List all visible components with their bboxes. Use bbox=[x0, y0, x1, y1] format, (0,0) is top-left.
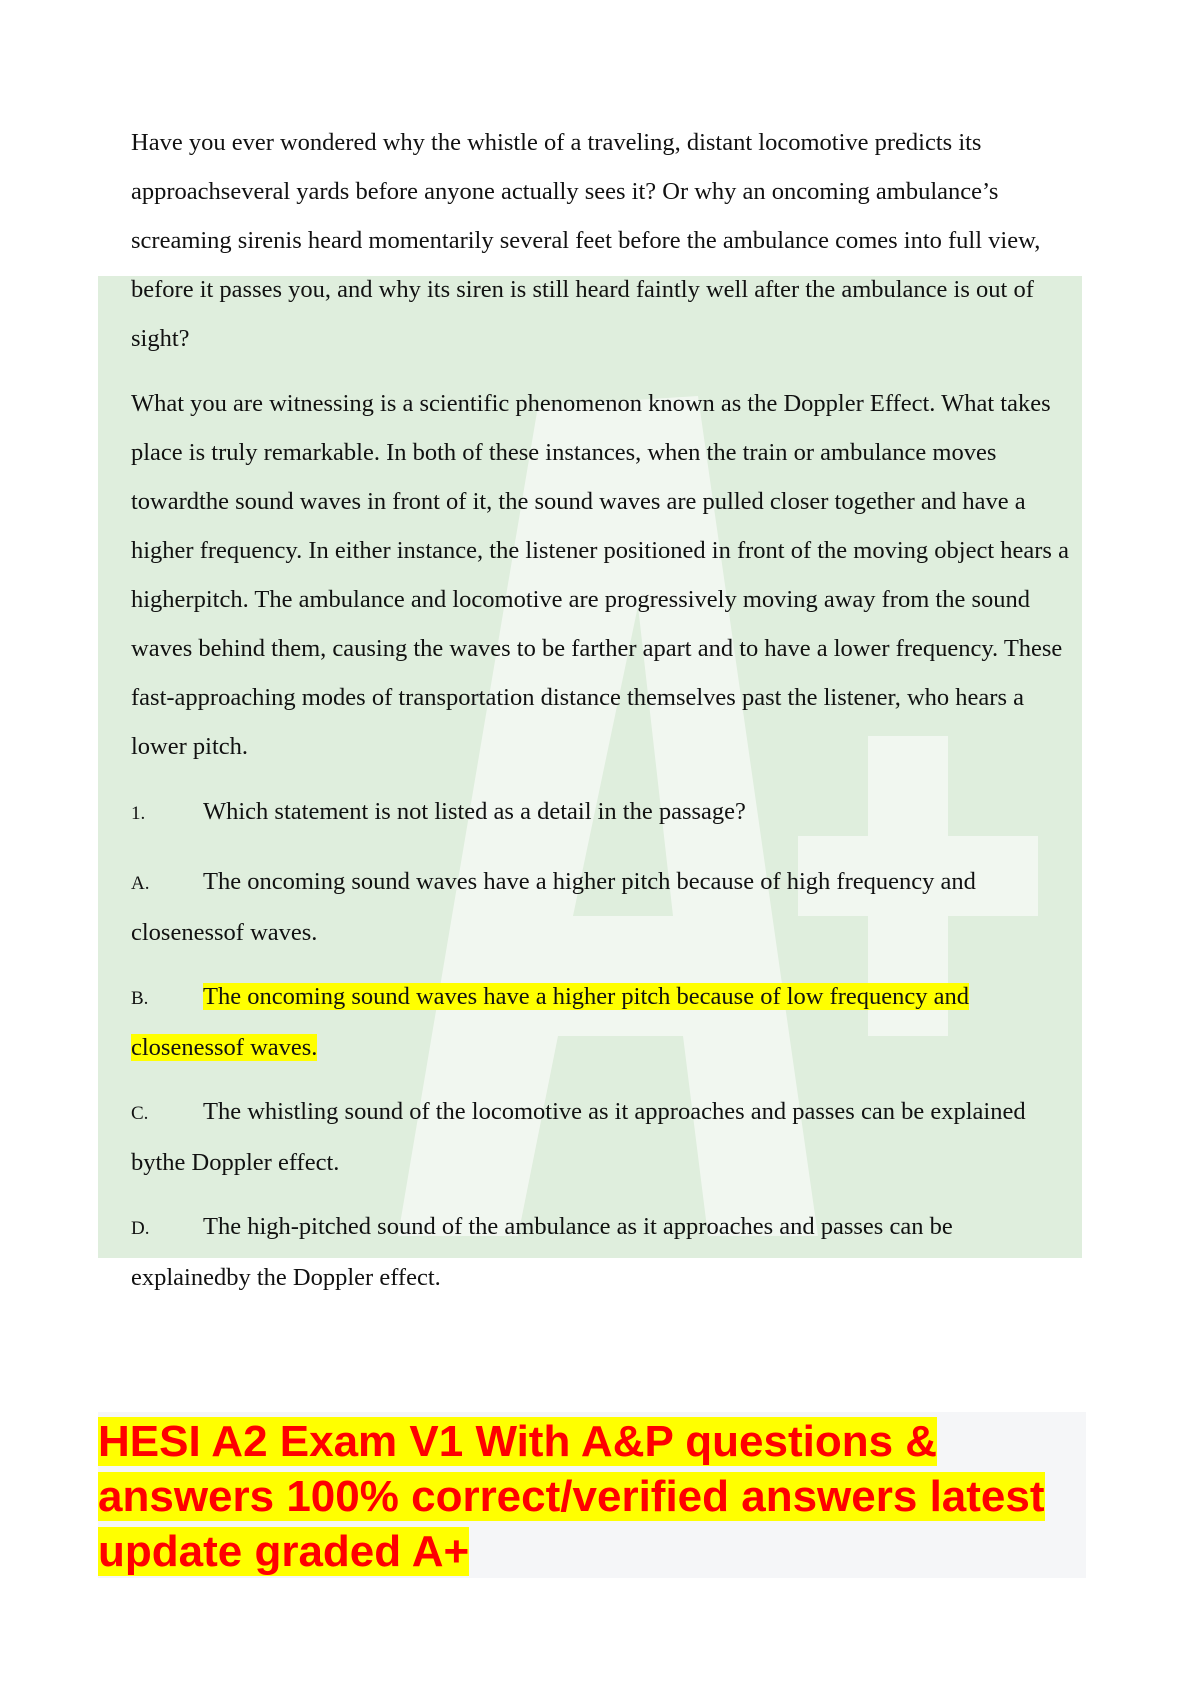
option-a[interactable] bbox=[131, 857, 1071, 957]
passage-paragraph-2: What you are witnessing is a scientific phenomenon known as the Doppler Effect. What takes place is truly remarkable. In both of these instances, when the train or ambulance moves towardthe sound waves in front of it, the sound waves are pulled closer together and have a higher frequency. In either instance, the listener positioned in front of the moving object hears a higherpitch. The ambulance and locomotive are progressively moving away from the sound waves behind them, causing the waves to be farther apart and to have a lower frequency. These fast-approaching modes of transportation distance themselves past the listener, who hears a lower pitch. bbox=[131, 390, 1069, 760]
document-body bbox=[131, 118, 1071, 1317]
option-d[interactable] bbox=[131, 1202, 1071, 1302]
option-text: The oncoming sound waves have a higher pitch because of high frequency and closenessof waves. bbox=[131, 868, 976, 946]
banner-title-text: HESI A2 Exam V1 With A&P questions & answers 100% correct/verified answers latest update graded A+ bbox=[98, 1417, 1045, 1576]
document-banner-title bbox=[98, 1414, 1090, 1579]
question-line bbox=[131, 787, 1071, 838]
passage-paragraph-1: Have you ever wondered why the whistle of a traveling, distant locomotive predicts its approachseveral yards before anyone actually sees it? Or why an oncoming ambulance’s screaming sirenis heard momentarily several feet before the ambulance comes into full view, before it passes you, and why its siren is still heard faintly well after the ambulance is out of sight? bbox=[131, 129, 1041, 352]
option-letter: D. bbox=[131, 1218, 150, 1239]
option-text-highlighted: The oncoming sound waves have a higher pitch because of low frequency and closenessof waves. bbox=[131, 983, 970, 1061]
option-letter: B. bbox=[131, 988, 149, 1009]
option-b-highlighted[interactable] bbox=[131, 972, 1071, 1072]
option-text: The high-pitched sound of the ambulance as it approaches and passes can be explainedby the Doppler effect. bbox=[131, 1213, 953, 1291]
question-number: 1. bbox=[131, 803, 146, 824]
option-c[interactable] bbox=[131, 1087, 1071, 1187]
option-letter: C. bbox=[131, 1103, 149, 1124]
option-letter: A. bbox=[131, 873, 150, 894]
question-text: Which statement is not listed as a detail in the passage? bbox=[203, 798, 746, 825]
option-text: The whistling sound of the locomotive as it approaches and passes can be explained bythe Doppler effect. bbox=[131, 1098, 1026, 1176]
